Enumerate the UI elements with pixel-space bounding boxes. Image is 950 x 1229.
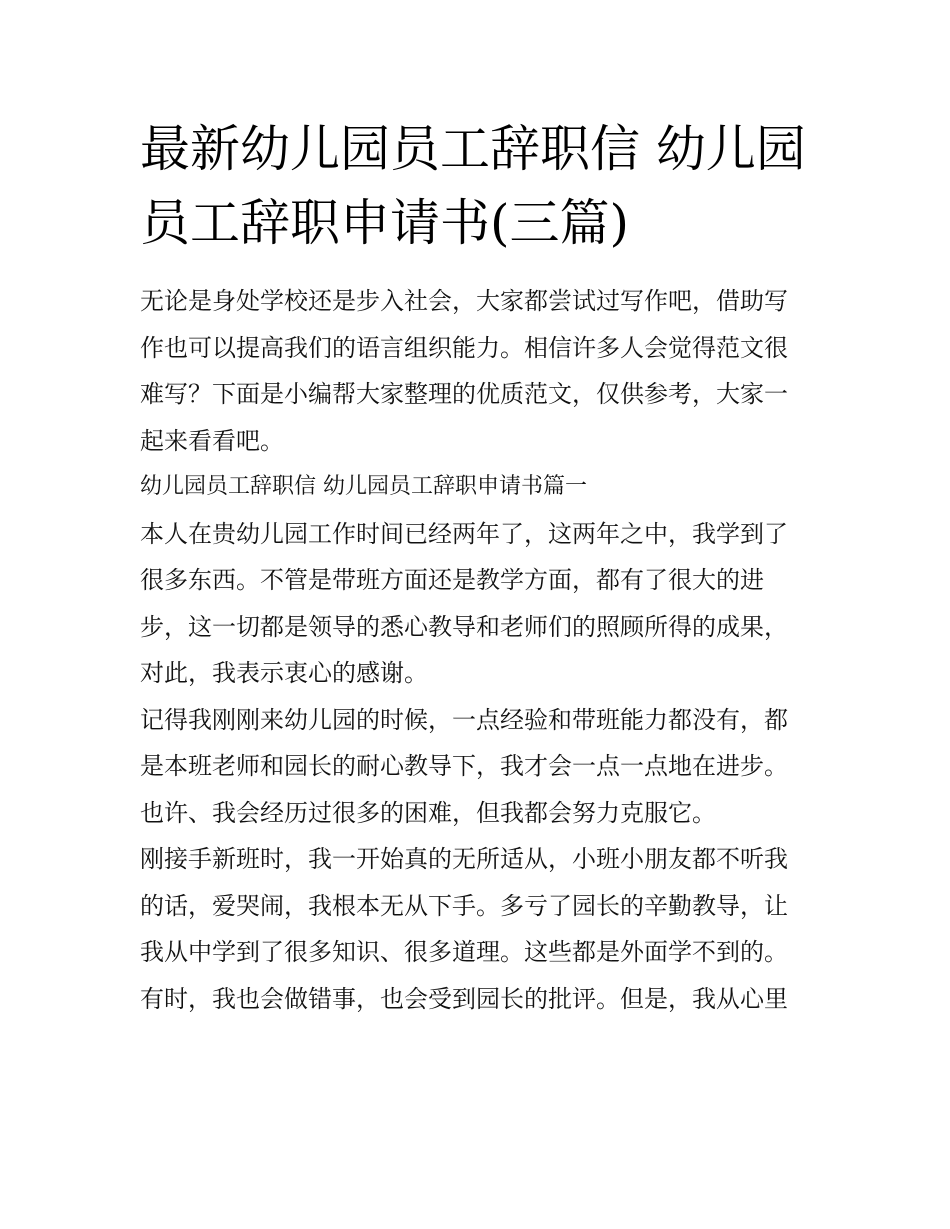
section-heading: 幼儿园员工辞职信 幼儿园员工辞职申请书篇一	[140, 474, 587, 499]
body-line: 无论是身处学校还是步入社会，大家都尝试过写作吧，借助写	[140, 287, 788, 315]
body-line: 难写？下面是小编帮大家整理的优质范文，仅供参考，大家一	[140, 380, 788, 408]
title-line-1: 最新幼儿园员工辞职信 幼儿园	[140, 120, 806, 178]
body-line: 起来看看吧。	[140, 426, 284, 455]
body-line: 步，这一切都是领导的悉心教导和老师们的照顾所得的成果，	[140, 612, 788, 641]
body-line: 是本班老师和园长的耐心教导下，我才会一点一点地在进步。	[140, 752, 788, 780]
document-title	[140, 112, 820, 260]
title-line-2: 员工辞职申请书(三篇)	[140, 194, 630, 252]
document-body	[140, 278, 820, 1022]
body-line: 我从中学到了很多知识、很多道理。这些都是外面学不到的。	[140, 938, 788, 966]
body-line: 有时，我也会做错事，也会受到园长的批评。但是，我从心里	[140, 984, 788, 1013]
body-line: 也许、我会经历过很多的困难，但我都会努力克服它。	[140, 798, 716, 827]
body-line: 的话，爱哭闹，我根本无从下手。多亏了园长的辛勤教导，让	[140, 891, 788, 920]
body-line: 本人在贵幼儿园工作时间已经两年了，这两年之中，我学到了	[140, 519, 788, 548]
body-line: 刚接手新班时，我一开始真的无所适从，小班小朋友都不听我	[140, 845, 788, 873]
body-line: 作也可以提高我们的语言组织能力。相信许多人会觉得范文很	[140, 333, 788, 362]
body-line: 很多东西。不管是带班方面还是教学方面，都有了很大的进	[140, 566, 764, 594]
body-line: 对此，我表示衷心的感谢。	[140, 659, 428, 687]
body-line: 记得我刚刚来幼儿园的时候，一点经验和带班能力都没有，都	[140, 705, 788, 734]
